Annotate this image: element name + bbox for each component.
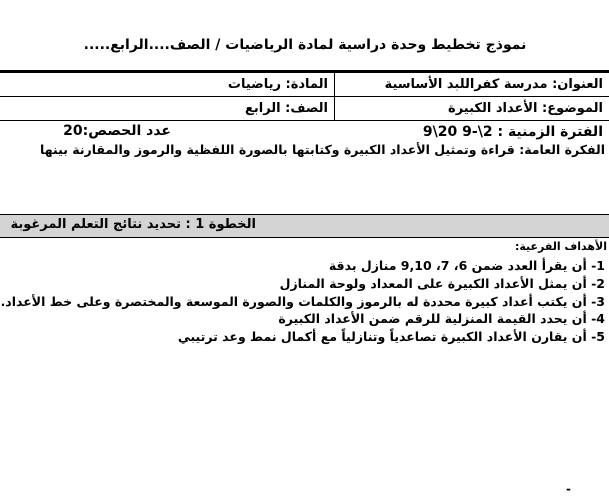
objective-item: 1- أن يقرأ العدد ضمن 6، 7، 9,10 منازل بدقة bbox=[328, 258, 605, 273]
objective-item: 3- أن يكتب أعداد كبيرة محددة له بالرموز والكلمات والصورة الموسعة والمختصرة وعلى خط الأعداد. bbox=[0, 293, 605, 309]
objectives-heading: الأهداف الفرعية: bbox=[514, 240, 607, 253]
objective-item: 2- أن يمثل الأعداد الكبيرة على المعداد ولوحة المنازل bbox=[279, 275, 605, 291]
period-label: الفترة الزمنية : 2\-9 20\9 bbox=[422, 124, 603, 140]
step-title: الخطوة 1 : تحديد نتائج التعلم المرغوبة bbox=[10, 217, 256, 232]
row-divider-2 bbox=[0, 120, 609, 121]
subject-label: المادة: رياضيات bbox=[227, 77, 328, 92]
objectives-list bbox=[1, 257, 605, 346]
grade-label: الصف: الرابع bbox=[245, 101, 328, 116]
objective-item: 5- أن يقارن الأعداد الكبيرة تصاعدياً وتنازلياً مع أكمال نمط وعد ترتيبي bbox=[177, 329, 605, 345]
row-divider-1 bbox=[0, 96, 609, 97]
general-idea: الفكرة العامة: قراءة وتمثيل الأعداد الكبيرة وكتابتها بالصورة اللفظية والرموز والمقارنة بينها bbox=[40, 142, 605, 157]
table-top-border bbox=[0, 70, 609, 73]
column-divider bbox=[334, 73, 335, 120]
objective-item: 4- أن يحدد القيمة المنزلية للرقم ضمن الأعداد الكبيرة bbox=[278, 311, 605, 327]
school-label: العنوان: مدرسة كفراللبد الأساسية bbox=[384, 77, 603, 92]
lessons-count: عدد الحصص:20 bbox=[63, 123, 171, 139]
topic-label: الموضوع: الأعداد الكبيرة bbox=[448, 101, 603, 116]
footer-mark: - bbox=[566, 482, 571, 496]
document-title: نموذج تخطيط وحدة دراسية لمادة الرياضيات / الصف....الرابع..... bbox=[83, 37, 527, 53]
